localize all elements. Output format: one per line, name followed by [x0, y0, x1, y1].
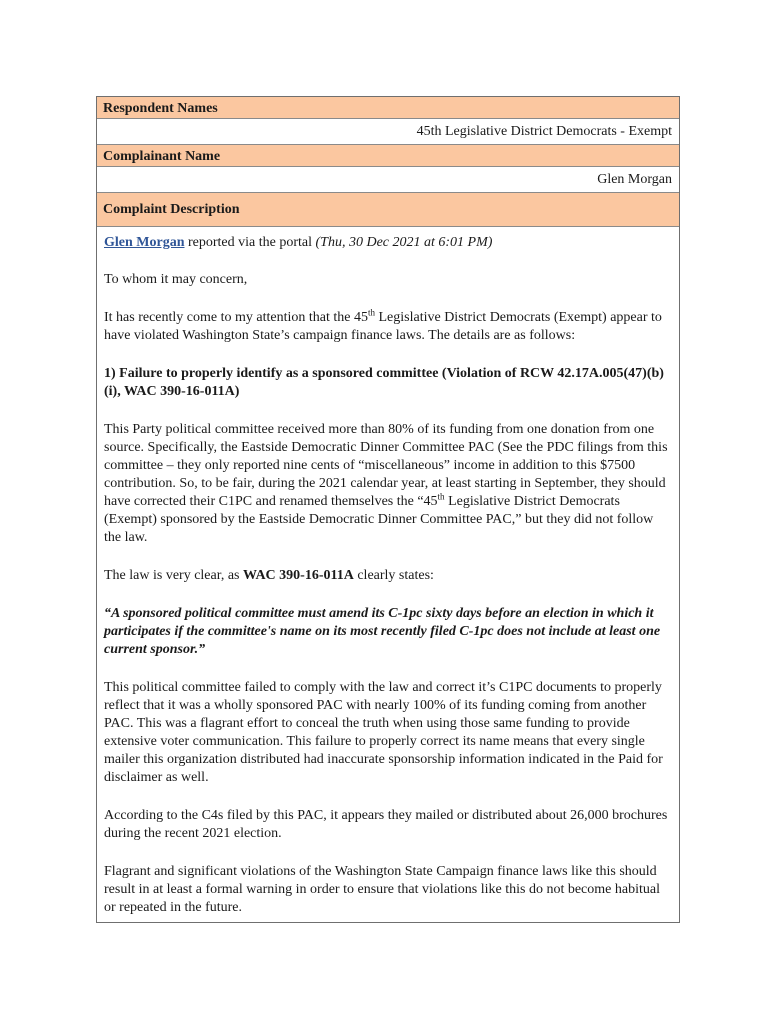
- reported-via-text: reported via the portal: [184, 235, 316, 250]
- violation-heading: 1) Failure to properly identify as a sponsored committee (Violation of RCW 42.17A.005(47)(b)(i), WAC 390-16-011A): [104, 366, 664, 399]
- complainant-name: Glen Morgan: [597, 172, 672, 187]
- reporter-link[interactable]: Glen Morgan: [104, 235, 185, 250]
- law-citation: WAC 390-16-011A: [243, 568, 354, 583]
- law-paragraph: [104, 567, 672, 585]
- law-text-b: clearly states:: [353, 568, 434, 583]
- complaint-description-body: [97, 227, 679, 922]
- respondent-names-value-row: [97, 119, 679, 145]
- intro-paragraph: [104, 309, 672, 345]
- failure-paragraph: This political committee failed to comply with the law and correct it’s C1PC documents to properly reflect that it was a wholly sponsored PAC with nearly 100% of its funding coming from another PAC. This was a flagrant effort to conceal the truth when using those same funding to provide extensive voter communication. This failure to properly correct its name means that every single mailer this organization distributed had inaccurate sponsorship information indicated in the Paid for disclaimer as well.: [104, 680, 663, 785]
- greeting: To whom it may concern,: [104, 272, 248, 287]
- complaint-description-label: Complaint Description: [103, 202, 240, 217]
- law-text-a: The law is very clear, as: [104, 568, 243, 583]
- funding-text-b: Legislative District Democrats (Exempt) sponsored by the Eastside Democratic Dinner Committee PAC,” but they did not follow the law.: [104, 494, 654, 545]
- report-timestamp: (Thu, 30 Dec 2021 at 6:01 PM): [315, 235, 493, 250]
- respondent-name: 45th Legislative District Democrats - Exempt: [416, 124, 672, 139]
- funding-superscript: th: [437, 491, 445, 502]
- complainant-name-header: [97, 145, 679, 167]
- complainant-name-value-row: [97, 167, 679, 193]
- intro-text-b: Legislative District Democrats (Exempt) appear to have violated Washington State’s campaign finance laws. The details are as follows:: [104, 310, 662, 343]
- law-quote: “A sponsored political committee must amend its C-1pc sixty days before an election in which it participates if the committee's name on its most recently filed C-1pc does not include at least one current sponsor.”: [104, 606, 661, 657]
- intro-text-a: It has recently come to my attention that the 45: [104, 310, 368, 325]
- respondent-names-header: [97, 97, 679, 119]
- brochures-paragraph: According to the C4s filed by this PAC, it appears they mailed or distributed about 26,000 brochures during the recent 2021 election.: [104, 808, 668, 841]
- report-line: [104, 234, 672, 252]
- complainant-name-label: Complainant Name: [103, 149, 221, 164]
- intro-superscript: th: [367, 307, 375, 318]
- conclusion-paragraph: Flagrant and significant violations of the Washington State Campaign finance laws like this should result in at least a formal warning in order to ensure that violations like this do not become habitual or repeated in the future.: [104, 864, 660, 915]
- funding-text-a: This Party political committee received more than 80% of its funding from one donation from one source. Specifically, the Eastside Democratic Dinner Committee PAC (See the PDC filings from this committee – they only reported nine cents of “miscellaneous” income in addition to this $7500 contribution. So, to be fair, during the 2021 calendar year, at least starting in September, they should have corrected their C1PC and renamed themselves the “45: [104, 422, 668, 509]
- respondent-names-label: Respondent Names: [103, 101, 218, 116]
- complaint-description-header: [97, 193, 679, 227]
- complaint-form: [96, 96, 680, 923]
- funding-paragraph: [104, 421, 672, 547]
